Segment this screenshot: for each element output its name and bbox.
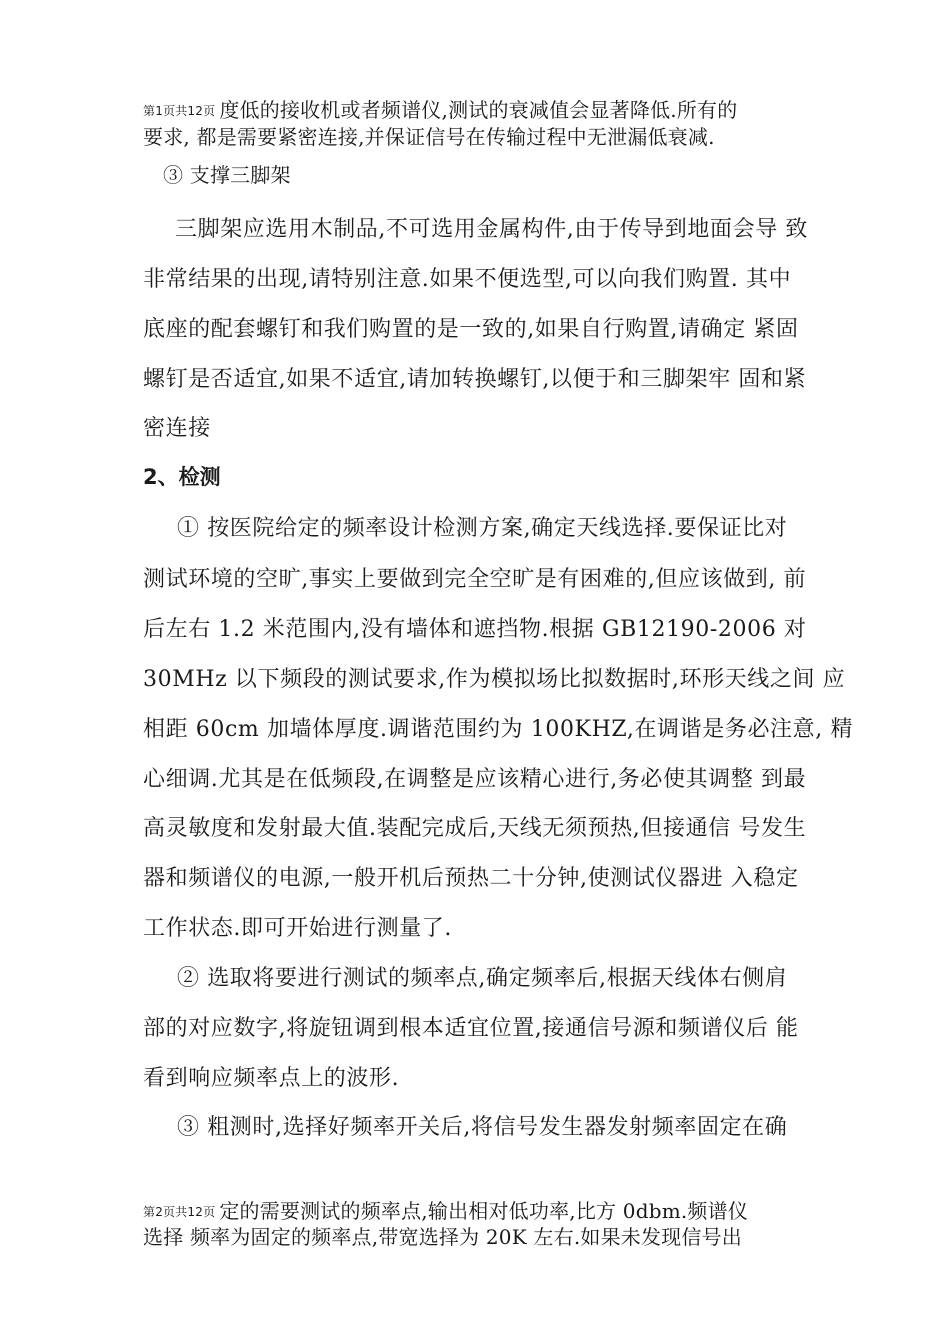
detect-para1-line: 高灵敏度和发射最大值.装配完成后,天线无须预热,但接通信 号发生 [143, 816, 807, 841]
tripod-line: 三脚架应选用木制品,不可选用金属构件,由于传导到地面会导 致 [175, 217, 808, 242]
page1-line2: 要求, 都是需要紧密连接,并保证信号在传输过程中无泄漏低衰减. [143, 125, 715, 149]
page1-label: 第1页共12页 [143, 104, 216, 118]
detect-para1-line: 后左右 1.2 米范围内,没有墙体和遮挡物.根据 GB12190-2006 对 [143, 617, 807, 642]
detect-para1-line: ① 按医院给定的频率设计检测方案,确定天线选择.要保证比对 [177, 516, 788, 541]
detect-para1-line: 测试环境的空旷,事实上要做到完全空旷是有困难的,但应该做到, 前 [143, 567, 807, 592]
detect-para1-line: 心细调.尤其是在低频段,在调整是应该精心进行,务必使其调整 到最 [143, 767, 807, 792]
page1-line1: 第1页共12页 度低的接收机或者频谱仪,测试的衰减值会显著降低.所有的 [143, 98, 738, 122]
detect-para1-line: 器和频谱仪的电源,一般开机后预热二十分钟,使测试仪器进 入稳定 [143, 866, 799, 891]
page2-label: 第2页共12页 [143, 1205, 216, 1219]
detect-para1-line: 30MHz 以下频段的测试要求,作为模拟场比拟数据时,环形天线之间 应 [143, 667, 846, 692]
detect-para2-line: 看到响应频率点上的波形. [143, 1066, 400, 1091]
detect-para1-line: 相距 60cm 加墙体厚度.调谐范围约为 100KHZ,在调谐是务必注意, 精 [143, 717, 854, 742]
tripod-line: 底座的配套螺钉和我们购置的是一致的,如果自行购置,请确定 紧固 [143, 317, 799, 342]
tripod-line: 密连接 [143, 416, 211, 441]
tripod-line: 螺钉是否适宜,如果不适宜,请加转换螺钉,以便于和三脚架牢 固和紧 [143, 367, 807, 392]
page2-line2: 选择 频率为固定的频率点,带宽选择为 20K 左右.如果未发现信号出 [143, 1225, 742, 1249]
page2-line1: 第2页共12页 定的需要测试的频率点,输出相对低功率,比方 0dbm.频谱仪 [143, 1199, 749, 1223]
detect-para1-line: 工作状态.即可开始进行测量了. [143, 916, 452, 941]
detect-para2-line: 部的对应数字,将旋钮调到根本适宜位置,接通信号源和频谱仪后 能 [143, 1016, 799, 1041]
tripod-line: 非常结果的出现,请特别注意.如果不便选型,可以向我们购置. 其中 [143, 267, 792, 292]
tripod-subheading: ③ 支撑三脚架 [163, 163, 291, 187]
detect-para3-line: ③ 粗测时,选择好频率开关后,将信号发生器发射频率固定在确 [177, 1115, 788, 1140]
detect-para2-line: ② 选取将要进行测试的频率点,确定频率后,根据天线体右侧肩 [177, 966, 788, 991]
section-heading: 2、检测 [143, 465, 221, 489]
